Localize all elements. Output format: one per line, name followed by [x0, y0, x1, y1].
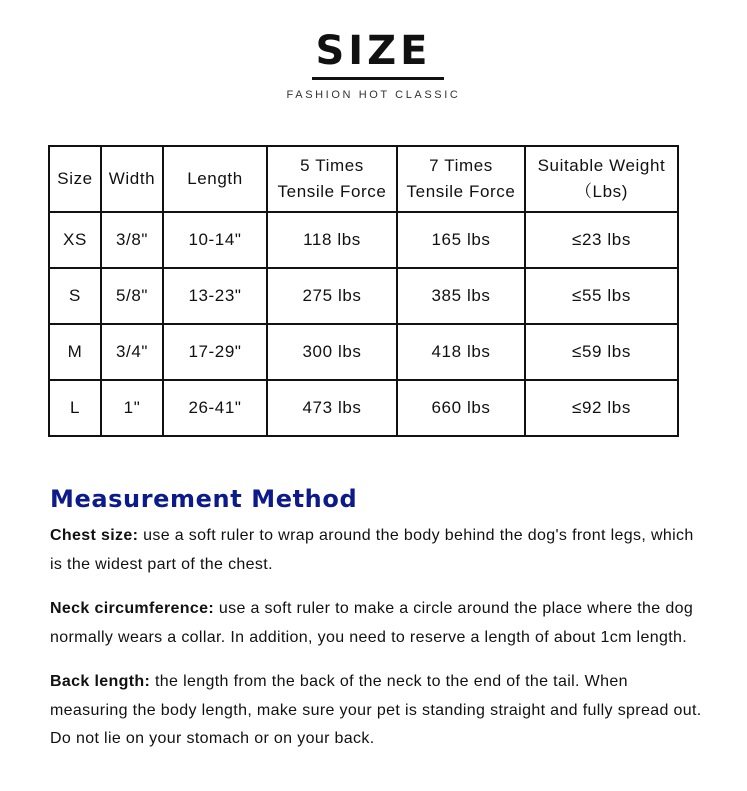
- table-row: [49, 212, 678, 268]
- column-header-suitable-weight: Suitable Weight （Lbs): [525, 146, 678, 212]
- table-row: [49, 380, 678, 436]
- cell-width: 1": [101, 380, 163, 436]
- chest-size-paragraph: [50, 522, 710, 579]
- cell-suitable-weight: ≤59 lbs: [525, 324, 678, 380]
- cell-size: XS: [49, 212, 101, 268]
- measurement-method-section: [50, 482, 710, 770]
- column-header-7x-tensile: 7 Times Tensile Force: [397, 146, 525, 212]
- column-header-length: Length: [163, 146, 267, 212]
- cell-5x-tensile: 300 lbs: [267, 324, 397, 380]
- cell-7x-tensile: 165 lbs: [397, 212, 525, 268]
- cell-suitable-weight: ≤55 lbs: [525, 268, 678, 324]
- cell-size: M: [49, 324, 101, 380]
- cell-width: 3/4": [101, 324, 163, 380]
- page-header: [0, 0, 747, 110]
- cell-length: 26-41": [163, 380, 267, 436]
- cell-length: 10-14": [163, 212, 267, 268]
- title-underline: [312, 77, 444, 80]
- section-heading: Measurement Method: [50, 485, 358, 513]
- cell-length: 13-23": [163, 268, 267, 324]
- neck-circumference-term: Neck circumference:: [50, 600, 215, 617]
- cell-width: 5/8": [101, 268, 163, 324]
- cell-7x-tensile: 418 lbs: [397, 324, 525, 380]
- cell-suitable-weight: ≤92 lbs: [525, 380, 678, 436]
- cell-5x-tensile: 473 lbs: [267, 380, 397, 436]
- page-title: SIZE: [315, 28, 432, 74]
- cell-7x-tensile: 660 lbs: [397, 380, 525, 436]
- cell-size: L: [49, 380, 101, 436]
- cell-suitable-weight: ≤23 lbs: [525, 212, 678, 268]
- cell-7x-tensile: 385 lbs: [397, 268, 525, 324]
- table-row: [49, 324, 678, 380]
- neck-circumference-text: use a soft ruler to make a circle around the place where the dog normally wears a collar. In addition, you need to reserve a length of about 1cm length.: [50, 600, 694, 646]
- cell-length: 17-29": [163, 324, 267, 380]
- table-header-row: [49, 146, 678, 212]
- back-length-paragraph: [50, 668, 710, 754]
- table-row: [49, 268, 678, 324]
- chest-size-term: Chest size:: [50, 527, 139, 544]
- size-chart-table: [48, 145, 679, 437]
- column-header-5x-tensile: 5 Times Tensile Force: [267, 146, 397, 212]
- page-subtitle: FASHION HOT CLASSIC: [286, 89, 461, 101]
- neck-circumference-paragraph: [50, 595, 710, 652]
- cell-width: 3/8": [101, 212, 163, 268]
- chest-size-text: use a soft ruler to wrap around the body behind the dog's front legs, which is the widest part of the chest.: [50, 527, 694, 573]
- back-length-text: the length from the back of the neck to the end of the tail. When measuring the body length, make sure your pet is standing straight and fully spread out. Do not lie on your stomach or on your back.: [50, 673, 702, 747]
- cell-size: S: [49, 268, 101, 324]
- column-header-size: Size: [49, 146, 101, 212]
- cell-5x-tensile: 275 lbs: [267, 268, 397, 324]
- back-length-term: Back length:: [50, 673, 151, 690]
- cell-5x-tensile: 118 lbs: [267, 212, 397, 268]
- column-header-width: Width: [101, 146, 163, 212]
